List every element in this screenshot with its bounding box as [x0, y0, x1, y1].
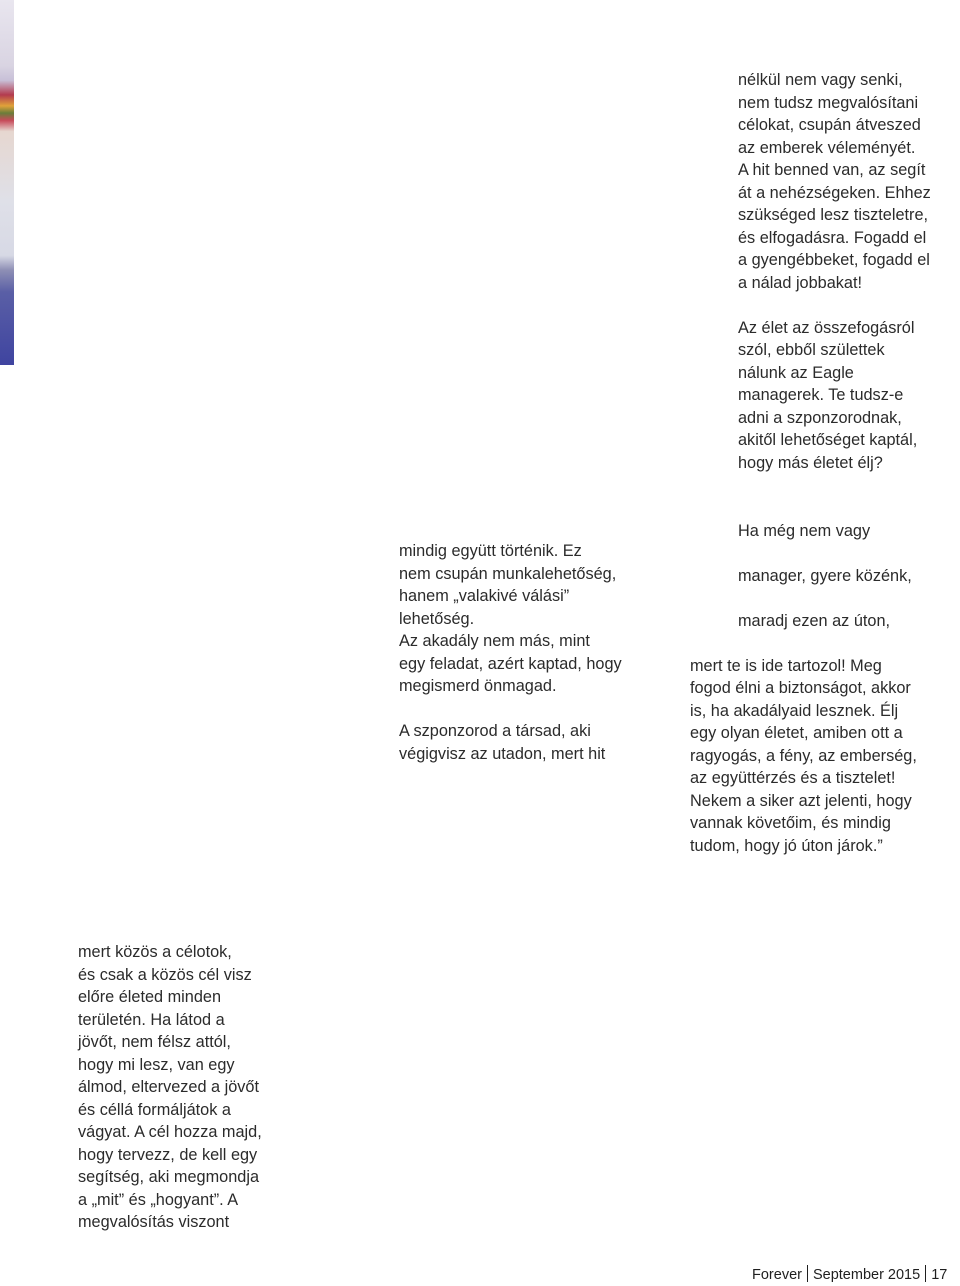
paragraph: mindig együtt történik. Ez nem csupán munkalehetőség, hanem „valakivé válási” lehetőség. Az akadály nem más, mint egy feladat, azért kaptad, hogy megismerd önmagad.: [399, 542, 622, 695]
text-column-right-top: [738, 69, 960, 474]
paragraph: Az élet az összefogásról szól, ebből születtek nálunk az Eagle managerek. Te tudsz-e adni a szponzorodnak, akitől lehetőséget kaptál, hogy más életet élj?: [738, 318, 918, 472]
text-line: maradj ezen az úton,: [738, 611, 891, 630]
text-column-right-bottom: [690, 497, 960, 857]
text-line: Ha még nem vagy: [738, 521, 871, 540]
paragraph: A szponzorod a társad, aki végigvisz az utadon, mert hit: [399, 722, 606, 763]
paragraph: mert közös a célotok, és csak a közös cél visz előre életed minden területén. Ha látod a jövőt, nem félsz attól, hogy mi lesz, van egy álmod, eltervezed a jövőt és céllá formáljátok a vágyat. A cél hozza majd, hogy tervezz, de kell egy segítség, aki megmondja a „mit” és „hogyant”. A megvalósítás viszont: [78, 943, 262, 1231]
page-footer: [752, 1265, 947, 1285]
divider: [807, 1265, 808, 1282]
page-number: 17: [931, 1267, 948, 1283]
paragraph: mert te is ide tartozol! Meg fogod élni a biztonságot, akkor is, ha akadályaid lesznek. Élj egy olyan életet, amiben ott a ragyogás, a fény, az emberség, az együttérzés és a tisztelet! Nekem a siker azt jelenti, hogy vannak követőim, és mindig tudom, hogy jó úton járok.”: [690, 656, 917, 855]
paragraph: nélkül nem vagy senki, nem tudsz megvalósítani célokat, csupán átveszed az emberek véleményét. A hit benned van, az segít át a nehézségeken. Ehhez szükséged lesz tiszteletre, és elfogadásra. Fogadd el a gyengébbeket, fogadd el a nálad jobbakat!: [738, 71, 931, 292]
issue-date: September 2015: [812, 1267, 921, 1283]
text-line: manager, gyere közénk,: [738, 566, 912, 585]
divider: [925, 1265, 926, 1282]
magazine-name: Forever: [752, 1267, 802, 1283]
text-column-left: [78, 941, 308, 1234]
paragraph: [690, 497, 960, 655]
photo-edge: [0, 0, 14, 365]
text-column-middle: [399, 540, 669, 765]
